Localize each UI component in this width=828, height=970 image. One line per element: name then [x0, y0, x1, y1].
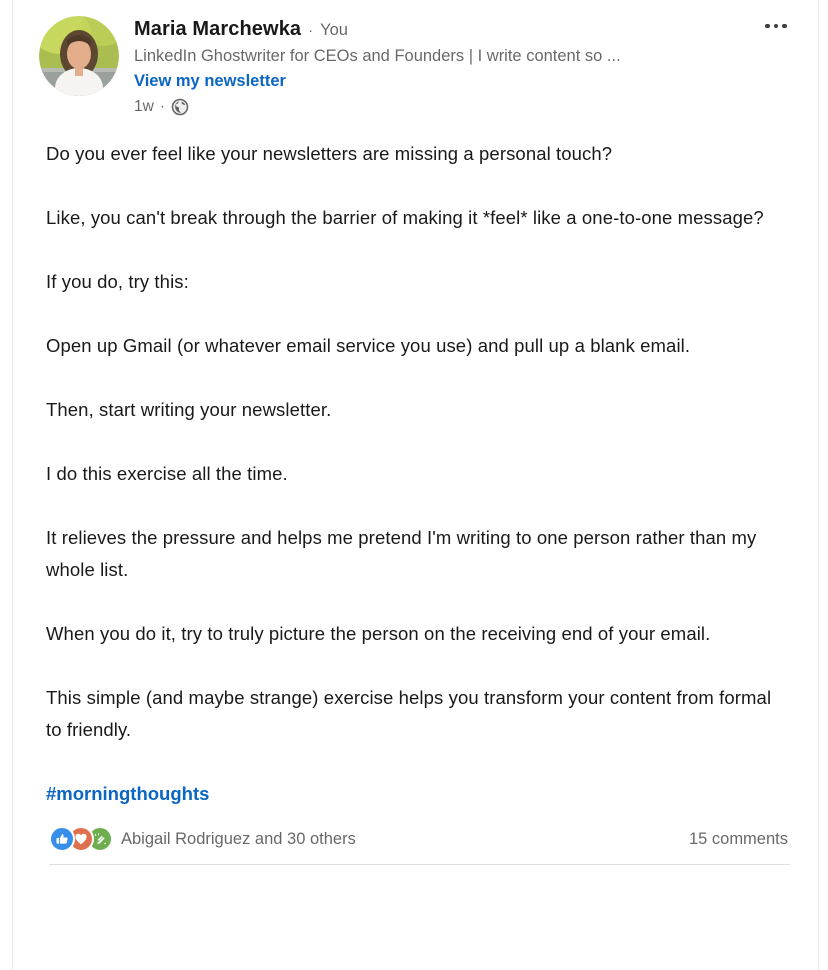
post-paragraph: It relieves the pressure and helps me pretend I'm writing to one person rather than my whole list.	[46, 527, 757, 580]
comments-count[interactable]: 15 comments	[688, 829, 788, 848]
post-body	[13, 116, 818, 810]
footer-divider	[49, 864, 790, 865]
author-name[interactable]: Maria Marchewka	[134, 18, 302, 40]
view-newsletter-link[interactable]: View my newsletter	[134, 72, 286, 90]
avatar[interactable]	[39, 16, 119, 96]
globe-public-icon	[171, 98, 189, 116]
name-separator: ·	[308, 22, 314, 39]
post-paragraph: Then, start writing your newsletter.	[46, 399, 332, 420]
post-paragraph: Like, you can't break through the barrier of making it *feel* like a one-to-one message?	[46, 207, 764, 228]
like-thumbs-up-icon	[49, 826, 75, 852]
post-paragraph: If you do, try this:	[46, 271, 189, 292]
reactors-text[interactable]: Abigail Rodriguez and 30 others	[121, 829, 356, 848]
author-headline: LinkedIn Ghostwriter for CEOs and Founders | I write content so ...	[134, 47, 621, 65]
timestamp-separator: ·	[159, 98, 165, 115]
post-paragraph: Open up Gmail (or whatever email service you use) and pull up a blank email.	[46, 335, 691, 356]
avatar-image	[39, 16, 119, 96]
post-paragraph: This simple (and maybe strange) exercise helps you transform your content from formal to friendly.	[46, 687, 772, 740]
header-text	[134, 16, 621, 116]
post-paragraph: Do you ever feel like your newsletters are missing a personal touch?	[46, 143, 613, 164]
post-header	[13, 0, 818, 116]
name-row	[134, 18, 621, 41]
linkedin-post-card	[12, 0, 819, 970]
post-paragraph: When you do it, try to truly picture the person on the receiving end of your email.	[46, 623, 711, 644]
timestamp-row	[134, 98, 621, 116]
overflow-menu-icon[interactable]	[756, 10, 796, 42]
post-paragraph: I do this exercise all the time.	[46, 463, 288, 484]
you-badge: You	[320, 21, 348, 39]
timestamp: 1w	[134, 98, 154, 115]
hashtag-link[interactable]: #morningthoughts	[46, 783, 210, 804]
social-proof-row	[13, 810, 818, 852]
reaction-icons-stack[interactable]	[49, 826, 113, 852]
